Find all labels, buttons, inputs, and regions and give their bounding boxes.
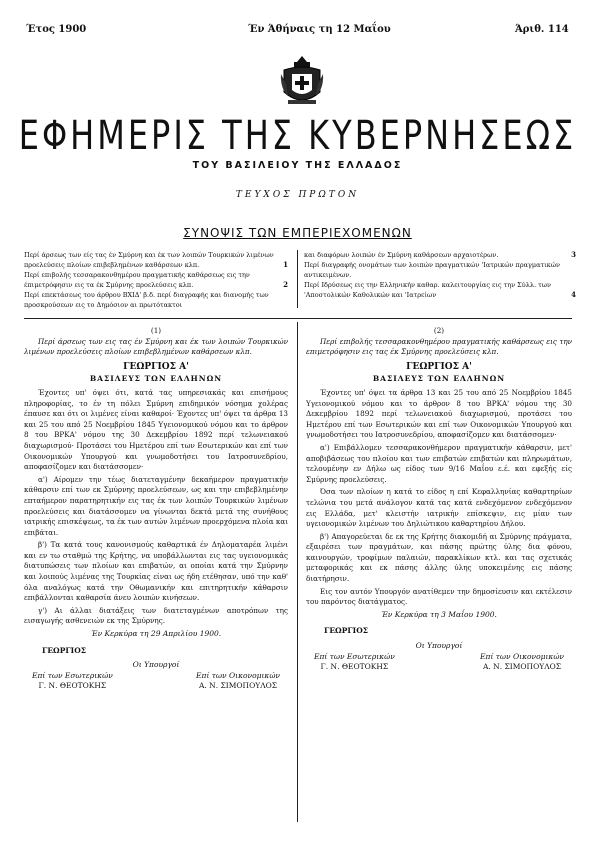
contents-entry bbox=[304, 250, 576, 260]
decree-summary: Περί άρσεως των εις τας έν Σμύρνη και έκ των λοιπών Τουρκικών λιμένων προελεύσεις πλοίων επιβεβλημένων καθάρσεων κλπ. bbox=[24, 336, 288, 357]
minister-name: Γ. Ν. ΘΕΟΤΟΚΗΣ bbox=[320, 662, 389, 672]
decree-paragraph: β') Τα κατά τους κανονισμούς καθαρτικά έν Δηλοματαρέα λιμένι και εν τω σταθμώ της Κρήτης, να υποβάλλωνται εις τας υγειονομικάς διατυπώσεις των πλοίων και επιβατών, αι οποίαι κατά την Σμύρνην και λοιπούς λιμένας της Τουρκίας είναι ως ήδη ετέθησαν, υπό την καθ' όλα αναλόγως κατά την Οθωμανικήν και επιτηρητικήν κάθαρσιν επιβάλλονται καθαρσία άνευ λοιπών κινήσεων. bbox=[24, 540, 288, 603]
king-title: ΒΑΣΙΛΕΥΣ ΤΩΝ ΕΛΛΗΝΩΝ bbox=[89, 374, 223, 384]
decree-signer: ΓΕΩΡΓΙΟΣ bbox=[42, 645, 87, 655]
year-label: Έτος 1900 bbox=[26, 24, 87, 35]
column-divider bbox=[297, 322, 298, 822]
contents-entry-text: Περί άρσεως των είς τας έν Σμύρνη και έκ των λοιπών Τουρκικών λιμένων προελεύσεις πλοίων επιβεβλημένων καθάρσεων κλπ. bbox=[24, 251, 274, 269]
minister-block bbox=[32, 671, 113, 692]
ministers-heading: Οι Υπουργοί bbox=[415, 641, 463, 651]
contents-right bbox=[304, 250, 576, 300]
contents-entry-text: Περί επιβολής τεσσαρακονθημέρου πραγματικής καθάρσεως εις την έπιμετρόφησιν εις τα έκ Σμύρνης προελεύσεις κλπ. bbox=[24, 271, 250, 289]
contents-entry-page: 2 bbox=[283, 280, 288, 289]
decree-paragraph: Έχοντες υπ' όψει ότι, κατά τας υπηρεσιακάς και επισήμους πληροφορίας, το έν τη πόλει Σμύρνη επιδημικόν νόσημα χολέρας έπαυσε και ότι οι λιμένες είναι καθαροί· Έχοντες υπ' όψει τα άρθρα 13 και 25 του από 25 Νοεμβρίου 1845 Υγειονομικού νόμου και το άρθρον 8 του ΒΡΚΑ' νόμου της 30 Δεκεμβρίου 1892 περί τελωνειακού διαχωρισμού· Προτάσει του Ημετέρου επί των Εσωτερικών και επί των Οικονομικών Υπουργού και γνωμοδοτήσει του Ιατροσυνεδρίου, αποφασίζομεν και διατάσσομεν· bbox=[24, 387, 288, 472]
ministers-row bbox=[24, 671, 288, 692]
masthead-subtitle: ΤΟΥ ΒΑΣΙΛΕΙΟΥ ΤΗΣ ΕΛΛΑΔΟΣ bbox=[192, 160, 403, 171]
ministers-row bbox=[306, 652, 572, 673]
ministers-heading: Οι Υπουργοί bbox=[132, 660, 180, 670]
decree-2 bbox=[306, 326, 572, 673]
contents-entry bbox=[304, 280, 576, 300]
decree-paragraph: α') Αίρομεν την τέως διατεταγμένην δεκαήμερον πραγματικήν κάθαρσιν επί των εκ Σμύρνης προελεύσεων, ως και την επιβεβλημένην επταήμερον παρατηρητικήν εις τας έκ των λοιπών Τουρκικών λιμένων προελεύσεις και διατάσσομεν να γίνωνται δεκτά μετά της συνήθους ιατρικής επισκέψεως, τα έκ των αυτών λιμένων προερχόμενα πλοία και επιβάται. bbox=[24, 474, 289, 537]
contents-entry-page: 4 bbox=[571, 290, 576, 299]
masthead-title: ΕΦΗΜΕΡΙΣ ΤΗΣ ΚΥΒΕΡΝΗΣΕΩΣ bbox=[18, 111, 577, 159]
contents-entry-page: 1 bbox=[283, 260, 288, 269]
minister-block bbox=[196, 671, 280, 692]
section-rule bbox=[24, 318, 572, 319]
contents-entry-text: Περί επεκτάσεως του άρθρου ΒΧΙΔ' β.δ. περί διαγραφής και διανομής των προσκρούσεων εις το Δημόσιον αι πρωτότακτοι bbox=[24, 291, 269, 309]
toc-divider bbox=[297, 250, 298, 308]
minister-title: Επί των Οικονομικών bbox=[196, 670, 280, 680]
minister-name: Α. Ν. ΣΙΜΟΠΟΥΛΟΣ bbox=[482, 662, 562, 672]
contents-entry bbox=[24, 250, 288, 270]
decree-paragraph: β') Απαγορεύεται δε εκ της Κρήτης διακομιδή αι Σμύρνης πράγματα, εξαιρέσει των πραγμάτων, και πάσης πρώτης ύλης δια φόνου, καινουργών, τροφίμων παλαιών, παρακλίκων κτλ. και τας σχετικάς μεταφορικάς και εκ πάσης άλλης ύλης υποκειμένης εις πάσης διατήρησιν. bbox=[306, 531, 572, 584]
contents-entry-text: Περί διαγραφής ονομάτων των λοιπών πραγματικών 'Ιατρικών πραγματικών αντικειμένων. bbox=[304, 261, 560, 279]
minister-title: Επί των Εσωτερικών bbox=[314, 651, 395, 661]
decree-paragraph: Έχοντες υπ' όψει τα άρθρα 13 και 25 του από 25 Νοεμβρίου 1845 Υγειονομικού νόμου και το άρθρον 8 του ΒΡΚΑ' νόμου της 30 Δεκεμβρίου 1892 περί τελωνειακού διαχωρισμού, προτάσει του Ημετέρου επί των Εσωτερικών και επί των Οικονομικών Υπουργού και γνωμοδοτήσει του Ιατροσυνεδρίου, αποφασίζομεν και διατάσσομεν· bbox=[306, 387, 572, 440]
king-heading: ΓΕΩΡΓΙΟΣ Α' bbox=[406, 361, 472, 372]
king-heading: ΓΕΩΡΓΙΟΣ Α' bbox=[123, 361, 189, 372]
coat-of-arms-icon bbox=[280, 54, 324, 110]
king-title: ΒΑΣΙΛΕΥΣ ΤΩΝ ΕΛΛΗΝΩΝ bbox=[372, 374, 506, 384]
contents-heading: ΣΥΝΟΨΙΣ ΤΩΝ ΕΜΠΕΡΙΕΧΟΜΕΝΩΝ bbox=[183, 226, 412, 240]
minister-name: Α. Ν. ΣΙΜΟΠΟΥΛΟΣ bbox=[198, 681, 278, 691]
decree-date: Έν Κερκύρα τη 29 Απριλίου 1900. bbox=[90, 629, 222, 639]
contents-entry-text: και διαφόρων λοιπών έν Σμύρνη καθάρσεων αρχαιοτέρων. bbox=[304, 251, 499, 259]
place-date: Έν Άθήναις τη 12 Μαΐου bbox=[248, 24, 391, 35]
decree-date: Έν Κερκύρα τη 3 Μαΐου 1900. bbox=[381, 609, 497, 619]
minister-block bbox=[480, 652, 564, 673]
contents-entry-page: 3 bbox=[571, 250, 576, 259]
minister-title: Επί των Εσωτερικών bbox=[32, 670, 113, 680]
contents-left bbox=[24, 250, 288, 310]
contents-entry-text: Περί Ιδρύσεως εις την Ελληνικήν καθαρ. καλειτουργίας εις την Σύλλ. των 'Αποστολικών Καθολικών και 'Ιατρείων bbox=[304, 281, 551, 299]
issue-label: ΤΕΥΧΟΣ ΠΡΩΤΟΝ bbox=[235, 190, 360, 200]
minister-title: Επί των Οικονομικών bbox=[480, 651, 564, 661]
minister-name: Γ. Ν. ΘΕΟΤΟΚΗΣ bbox=[38, 681, 107, 691]
minister-block bbox=[314, 652, 395, 673]
decree-paragraph: Όσα των πλοίων η κατά το είδος η επί Κεφαλληνίας καθαρτηρίων τελώνια του μετά ανάλογον κατά τας κατά ενδεχόμενον ενδεχόμενον εις Ελλάδα, μετ' κλειστήν ιατρικήν επίσκεψιν, εις μίαν των υγειονομικών λιμένων του Δηλιώτικου καθαρτηρίου Δήλου. bbox=[306, 487, 572, 529]
decree-ref: (1) bbox=[150, 326, 162, 335]
decree-1 bbox=[24, 326, 288, 692]
decree-signer: ΓΕΩΡΓΙΟΣ bbox=[324, 626, 369, 636]
contents-entry bbox=[24, 270, 288, 290]
contents-entry bbox=[24, 290, 274, 310]
decree-closing: Εις τον αυτόν Υπουργόν ανατίθεμεν την δημοσίευσιν και εκτέλεσιν του παρόντος διατάγματος. bbox=[306, 586, 572, 607]
issue-number: Άριθ. 114 bbox=[515, 24, 569, 35]
decree-paragraph: α') Επιβάλλομεν τεσσαρακονθήμερον πραγματικήν κάθαρσιν, μετ' αποβιβάσεως του πλοίου και των επιβατών επιβατών και πληρωμάτων, τελουμένην εν Δήλω ως είδος των 9/16 Μαΐου ε.έ. και εφεξής είς Σμύρνης προελεύσεις. bbox=[306, 442, 572, 484]
decree-summary: Περί επιβολής τεσσαρακονθημέρου πραγματικής καθάρσεως εις την επιμετρόφησιν εις τας έκ Σμύρνης προελεύσεις κλπ. bbox=[306, 336, 572, 357]
decree-paragraph: γ') Αι άλλαι διατάξεις των διατεταγμένων αποτρόπων της εισαγωγής ασθενειών εκ της Σμύρνης. bbox=[24, 605, 288, 626]
contents-entry bbox=[304, 260, 562, 280]
decree-ref: (2) bbox=[433, 326, 445, 335]
